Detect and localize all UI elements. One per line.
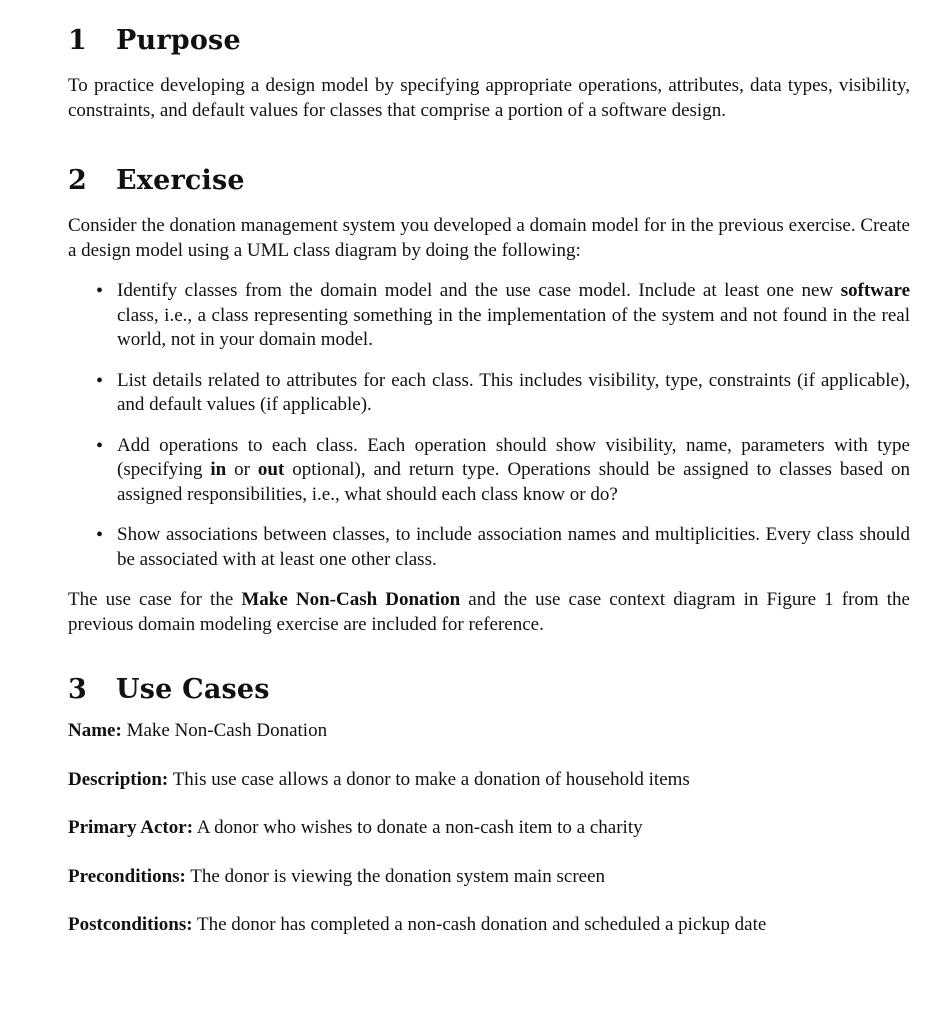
list-item [68,369,910,418]
section-number: 2 [68,165,87,196]
section-exercise [68,162,910,637]
reference-paragraph [68,588,910,637]
bullet-text: Show associations between classes, to include association names and multiplicities. Every class should be associated with at least one other class. [117,524,910,570]
section-title-text: Exercise [116,165,245,196]
list-item [68,523,910,572]
use-case-field-preconditions [68,865,910,890]
field-value: This use case allows a donor to make a donation of household items [172,768,690,790]
bullet-text: List details related to attributes for each class. This includes visibility, type, constraints (if applicable), and default values (if applicable). [117,369,910,415]
field-label: Description: [68,768,169,790]
use-case-field-primary-actor [68,816,910,841]
reference-text: The use case for the [68,589,242,610]
section-heading-exercise [68,162,910,200]
bullet-bold-text: in [210,459,227,480]
field-value: Make Non-Cash Donation [126,720,328,741]
bullet-text: Identify classes from the domain model and the use case model. Include at least one new [117,280,841,301]
purpose-paragraph: To practice developing a design model by specifying appropriate operations, attributes, data types, visibility, constraints, and default values for classes that comprise a portion of a software design. [68,75,910,121]
list-item [68,279,910,353]
document-page [68,22,910,962]
bullet-bold-text: software [840,280,910,301]
field-value: A donor who wishes to donate a non-cash item to a charity [196,817,643,838]
exercise-bullet-list [68,279,910,572]
section-number: 1 [68,25,87,56]
use-case-field-name [68,719,910,744]
bullet-bold-text: out [257,459,285,480]
bullet-text: or [226,459,258,480]
field-value: The donor has completed a non-cash donation and scheduled a pickup date [197,914,767,935]
field-label: Postconditions: [68,914,193,935]
section-title-text: Purpose [116,25,241,56]
field-value: The donor is viewing the donation system main screen [190,865,606,887]
section-heading-purpose [68,22,910,60]
field-label: Primary Actor: [68,817,194,838]
use-case-field-description [68,768,910,793]
section-purpose [68,22,910,123]
list-item [68,434,910,508]
section-use-cases [68,671,910,938]
exercise-intro-paragraph: Consider the donation management system you developed a domain model for in the previous exercise. Create a design model using a UML class diagram by doing the following: [68,215,910,261]
section-number: 3 [68,674,87,705]
use-case-field-postconditions [68,913,910,938]
field-label: Preconditions: [68,865,186,887]
section-heading-use-cases [68,671,910,709]
bullet-text: Add operations to each class. Each operation should show visibility, name, parameters with type (specifying [117,434,910,480]
reference-text: and the use case context diagram in Figure 1 from the previous domain modeling exercise are included for reference. [68,589,910,635]
bullet-text: optional), and return type. Operations should be assigned to classes based on assigned responsibilities, i.e., what should each class know or do? [117,459,911,505]
use-case-name-bold: Make Non-Cash Donation [241,589,461,610]
bullet-text: class, i.e., a class representing something in the implementation of the system and not found in the real world, not in your domain model. [117,304,910,350]
section-title-text: Use Cases [116,674,270,705]
field-label: Name: [68,720,122,741]
